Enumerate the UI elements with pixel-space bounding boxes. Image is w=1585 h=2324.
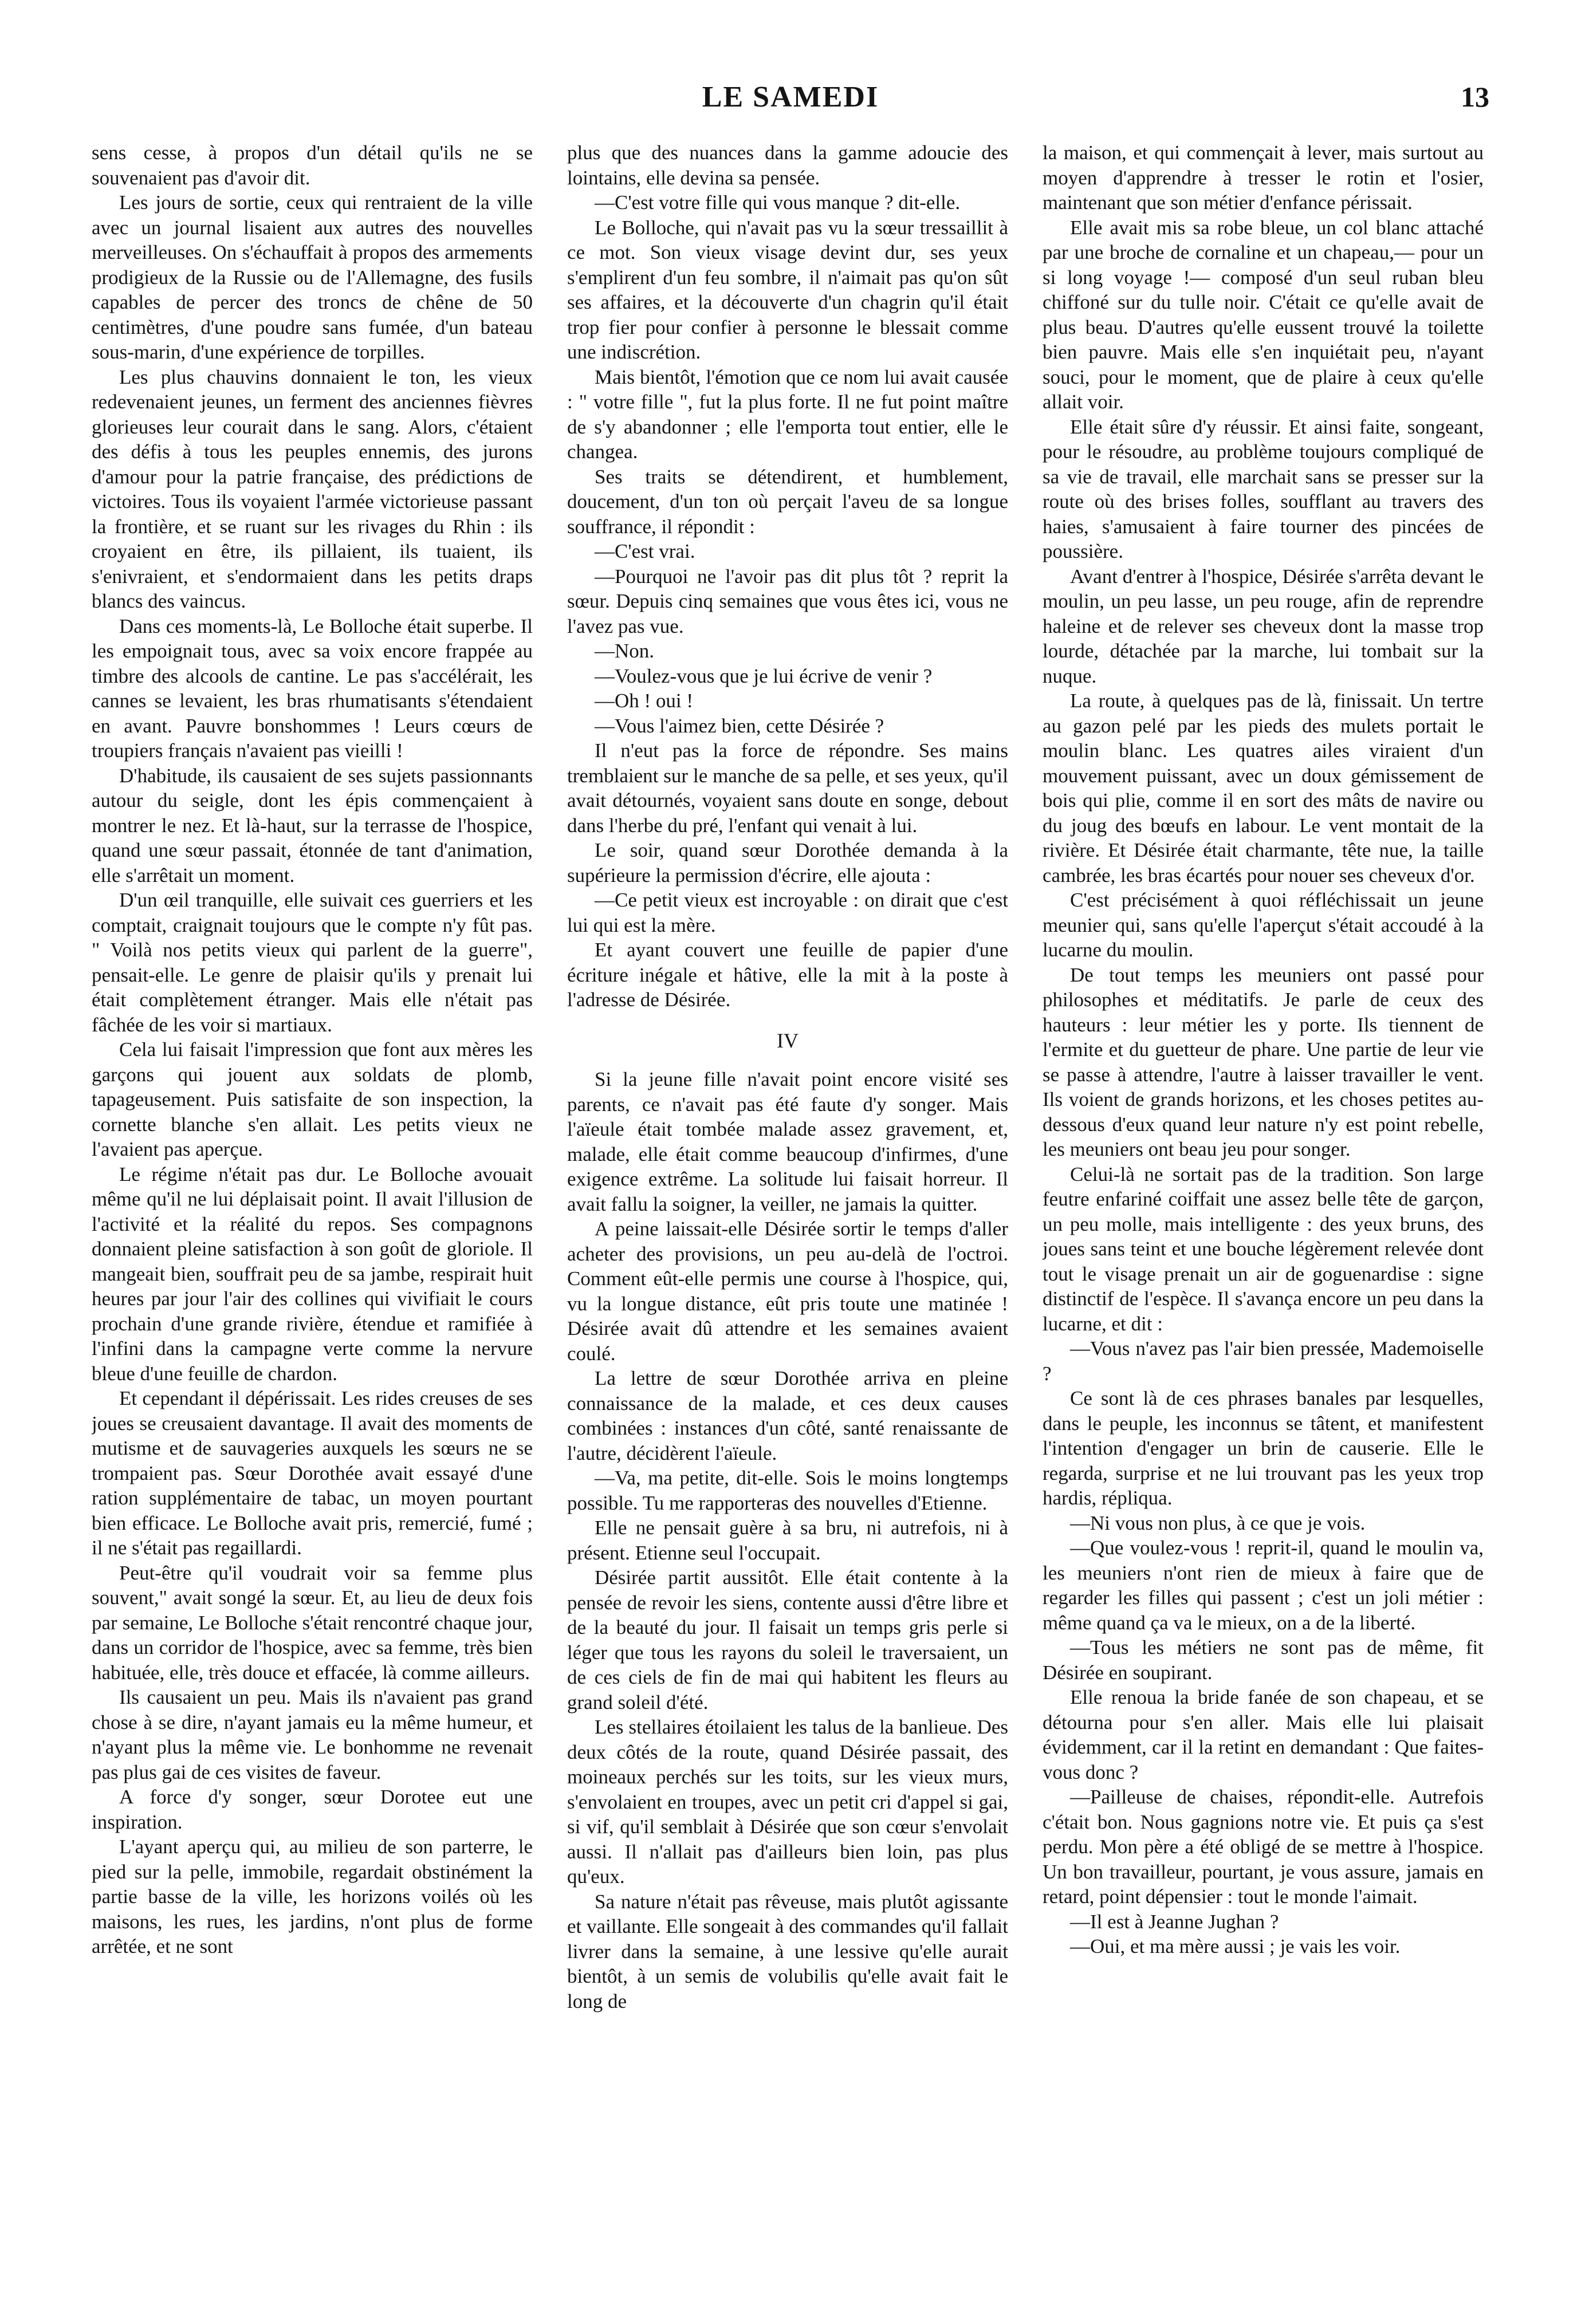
page-header <box>92 80 1489 120</box>
paragraph: A peine laissait-elle Désirée sortir le temps d'aller acheter des provisions, un peu au-delà de l'octroi. Comment eût-elle permis une course à l'hospice, qui, vu la longue distance, eût pris toute une matinée ! Désirée avait dû attendre et les semaines avaient coulé. <box>567 1218 1008 1365</box>
paragraph: Peut-être qu'il voudrait voir sa femme plus souvent," avait songé la sœur. Et, au lieu de deux fois par semaine, Le Bolloche s'était rencontré chaque jour, dans un corridor de l'hospice, avec sa femme, très bien habituée, elle, très douce et effacée, là comme ailleurs. <box>92 1561 533 1684</box>
paragraph: —Que voulez-vous ! reprit-il, quand le moulin va, les meuniers n'ont rien de mieux à faire que de regarder les filles qui passent ; c'est un joli métier : même quand ça va le mieux, on a de la liberté. <box>1043 1537 1484 1634</box>
paragraph: De tout temps les meuniers ont passé pour philosophes et méditatifs. Je parle de ceux des hauteurs : leur métier les y porte. Ils tiennent de l'ermite et du guetteur de phare. Une partie de leur vie se passe à attendre, l'autre à laisser travailler le vent. Ils voient de grands horizons, et les choses petites au-dessous d'eux quand leur nature n'y est point rebelle, les meuniers ont beau jeu pour songer. <box>1043 963 1484 1160</box>
paragraph: plus que des nuances dans la gamme adoucie des lointains, elle devina sa pensée. <box>567 141 1008 189</box>
paragraph: —Ni vous non plus, à ce que je vois. <box>1070 1511 1366 1534</box>
text-column-3 <box>1043 140 1484 2282</box>
paragraph: Elle était sûre d'y réussir. Et ainsi faite, songeant, pour le résoudre, au problème toujours compliqué de sa vie de travail, elle marchait sans se presser sur la route où des brises folles, soufflant au travers des haies, s'amusaient à faire tourner des pincées de poussière. <box>1043 415 1484 562</box>
paragraph: —Pourquoi ne l'avoir pas dit plus tôt ? reprit la sœur. Depuis cinq semaines que vous êtes ici, vous ne l'avez pas vue. <box>567 565 1008 637</box>
paragraph: L'ayant aperçu qui, au milieu de son parterre, le pied sur la pelle, immobile, regardait obstinément la partie basse de la ville, les horizons voilés où les maisons, les rues, les jardins, n'ont plus de forme arrêtée, et ne sont <box>92 1835 533 1957</box>
paragraph: Elle ne pensait guère à sa bru, ni autrefois, ni à présent. Etienne seul l'occupait. <box>567 1516 1008 1564</box>
paragraph: Les jours de sortie, ceux qui rentraient de la ville avec un journal lisaient aux autres des nouvelles merveilleuses. On s'échauffait à propos des armements prodigieux de la Russie ou de l'Allemagne, des fusils capables de percer des troncs de chêne de 50 centimètres, d'une poudre sans fumée, d'un bateau sous-marin, d'une expérience de torpilles. <box>92 191 533 363</box>
paragraph: Et cependant il dépérissait. Les rides creuses de ses joues se creusaient davantage. Il avait des moments de mutisme et de sauvageries auxquels les sœurs ne se trompaient pas. Sœur Dorothée avait essayé d'une ration supplémentaire de tabac, un moyen pourtant bien efficace. Le Bolloche avait pris, remercié, fumé ; il ne s'était pas regaillardi. <box>92 1387 533 1559</box>
paragraph: —C'est votre fille qui vous manque ? dit-elle. <box>595 191 961 214</box>
paragraph: D'un œil tranquille, elle suivait ces guerriers et les comptait, craignait toujours que le compte n'y fût pas. " Voilà nos petits vieux qui parlent de la guerre", pensait-elle. Le genre de plaisir qu'ils y prenait lui était complètement étranger. Mais elle n'était pas fâchée de les voir si martiaux. <box>92 889 533 1036</box>
paragraph: D'habitude, ils causaient de ses sujets passionnants autour du seigle, dont les épis commençaient à montrer le nez. Et là-haut, sur la terrasse de l'hospice, quand une sœur passait, étonnée de tant d'animation, elle s'arrêtait un moment. <box>92 764 533 887</box>
paragraph: Le soir, quand sœur Dorothée demanda à la supérieure la permission d'écrire, elle ajouta : <box>567 839 1008 887</box>
paragraph: —C'est vrai. <box>595 540 695 562</box>
paragraph: Cela lui faisait l'impression que font aux mères les garçons qui jouent aux soldats de plomb, tapageusement. Puis satisfaite de son inspection, la cornette blanche s'en allait. Les petits vieux ne l'avaient pas aperçue. <box>92 1038 533 1160</box>
paragraph: Le régime n'était pas dur. Le Bolloche avouait même qu'il ne lui déplaisait point. Il avait l'illusion de l'activité et la réalité du repos. Ses compagnons donnaient pleine satisfaction à son goût de gloriole. Il mangeait bien, souffrait peu de sa jambe, respirait huit heures par jour l'air des collines qui vivifiait le cours prochain d'une grande rivière, étendue et ramifiée à l'infini dans la campagne verte comme la nervure bleue d'une feuille de chardon. <box>92 1163 533 1385</box>
text-column-1 <box>92 140 533 2282</box>
paragraph: Désirée partit aussitôt. Elle était contente à la pensée de revoir les siens, contente aussi d'être libre et de la beauté du jour. Il faisait un temps gris perle si léger que tous les rayons du soleil le traversaient, un de ces ciels de fin de mai qui habitent les fleurs au grand soleil d'été. <box>567 1566 1008 1714</box>
paragraph: Sa nature n'était pas rêveuse, mais plutôt agissante et vaillante. Elle songeait à des commandes qu'il fallait livrer dans la semaine, à une lessive qu'elle aurait bientôt, à un semis de volubilis qu'elle avait fait le long de <box>567 1890 1008 2012</box>
paragraph: Ses traits se détendirent, et humblement, doucement, d'un ton où perçait l'aveu de sa longue souffrance, il répondit : <box>567 465 1008 538</box>
paragraph: Ils causaient un peu. Mais ils n'avaient pas grand chose à se dire, n'ayant jamais eu la même humeur, et n'ayant plus la même vie. Le bonhomme ne revenait pas plus gai de ces visites de faveur. <box>92 1686 533 1783</box>
paragraph: Le Bolloche, qui n'avait pas vu la sœur tressaillit à ce mot. Son vieux visage devint dur, ses yeux s'emplirent d'un feu sombre, il n'aimait pas qu'on sût ses affaires, et la découverte d'un chagrin qu'il était trop fier pour confier à personne le blessait comme une indiscrétion. <box>567 216 1008 363</box>
paragraph: Et ayant couvert une feuille de papier d'une écriture inégale et hâtive, elle la mit à la poste à l'adresse de Désirée. <box>567 939 1008 1011</box>
paragraph: sens cesse, à propos d'un détail qu'ils ne se souvenaient pas d'avoir dit. <box>92 141 533 189</box>
paragraph: la maison, et qui commençait à lever, mais surtout au moyen d'apprendre à tresser le rotin et l'osier, maintenant que son métier d'enfance périssait. <box>1043 141 1484 214</box>
paragraph: Avant d'entrer à l'hospice, Désirée s'arrêta devant le moulin, un peu lasse, un peu rouge, afin de reprendre haleine et de relever ses cheveux dont la masse trop lourde, détachée par la marche, lui tombait sur la nuque. <box>1043 565 1484 687</box>
paragraph: —Oh ! oui ! <box>595 690 694 712</box>
paragraph: —Vous n'avez pas l'air bien pressée, Mademoiselle ? <box>1043 1337 1484 1385</box>
paragraph: Ce sont là de ces phrases banales par lesquelles, dans le peuple, les inconnus se tâtent, et manifestent l'intention d'engager un brin de causerie. Elle le regarda, surprise et ne lui trouvant pas les yeux trop hardis, répliqua. <box>1043 1387 1484 1509</box>
paragraph: —Non. <box>595 640 655 662</box>
paragraph: —Ce petit vieux est incroyable : on dirait que c'est lui qui est la mère. <box>567 889 1008 936</box>
paragraph: —Il est à Jeanne Jughan ? <box>1070 1910 1279 1933</box>
paragraph: Mais bientôt, l'émotion que ce nom lui avait causée : " votre fille ", fut la plus forte. Il ne fut point maître de s'y abandonner ; elle l'emporta tout entier, elle le changea. <box>567 365 1008 463</box>
paragraph: —Vous l'aimez bien, cette Désirée ? <box>595 714 884 737</box>
paragraph: Si la jeune fille n'avait point encore visité ses parents, ce n'avait pas été faute d'y songer. Mais l'aïeule était tombée malade assez gravement, et, malade, elle était comme beaucoup d'infirmes, d'une exigence extrême. La solitude lui faisait horreur. Il avait fallu la soigner, la veiller, ne jamais la quitter. <box>567 1068 1008 1215</box>
chapter-heading: IV <box>777 1029 799 1052</box>
page-number: 13 <box>1461 81 1489 113</box>
paragraph: A force d'y songer, sœur Dorotee eut une inspiration. <box>92 1786 533 1833</box>
paragraph: La route, à quelques pas de là, finissait. Un tertre au gazon pelé par les pieds des mulets portait le moulin blanc. Les quatres ailes viraient d'un mouvement puissant, avec un doux gémissement de bois qui plie, comme il en sort des mâts de navire ou du joug des bœufs en labour. Le vent montait de la rivière. Et Désirée était charmante, tête nue, la taille cambrée, les bras écartés pour nouer ses cheveux d'or. <box>1043 690 1484 887</box>
paragraph: La lettre de sœur Dorothée arriva en pleine connaissance de la malade, et ces deux causes combinées : instances d'un côté, santé renaissante de l'autre, décidèrent l'aïeule. <box>567 1367 1008 1464</box>
journal-title: LE SAMEDI <box>702 81 879 113</box>
paragraph: —Tous les métiers ne sont pas de même, fit Désirée en soupirant. <box>1043 1636 1484 1684</box>
paragraph: Elle avait mis sa robe bleue, un col blanc attaché par une broche de cornaline et un chapeau,— pour un si long voyage !— composé d'un seul ruban bleu chiffoné sur du tulle noir. C'était ce qu'elle avait de plus beau. D'autres qu'elle eussent trouvé la toilette bien pauvre. Mais elle s'en inquiétait peu, n'ayant souci, pour le moment, que de plaire à ceux qu'elle allait voir. <box>1043 216 1484 413</box>
text-column-2 <box>567 140 1008 2282</box>
paragraph: Celui-là ne sortait pas de la tradition. Son large feutre enfariné coiffait une assez belle tête de garçon, un peu molle, mais intelligente : des yeux bruns, des joues sans teint et une bouche légèrement relevée dont tout le visage prenait un air de goguenardise : signe distinctif de l'espèce. Il s'avança encore un peu dans la lucarne, et dit : <box>1043 1163 1484 1335</box>
paragraph: Elle renoua la bride fanée de son chapeau, et se détourna pour s'en aller. Mais elle lui plaisait évidemment, car il la retint en demandant : Que faites-vous donc ? <box>1043 1686 1484 1783</box>
paragraph: Les stellaires étoilaient les talus de la banlieue. Des deux côtés de la route, quand Désirée passait, des moineaux perchés sur les toits, sur les vieux murs, s'envolaient en troupes, avec un petit cri d'appel si gai, si vif, qu'il semblait à Désirée que son cœur s'envolait aussi. Il n'allait pas d'ailleurs bien loin, pas plus qu'eux. <box>567 1716 1008 1888</box>
paragraph: —Oui, et ma mère aussi ; je vais les voir. <box>1070 1935 1401 1957</box>
paragraph: —Pailleuse de chaises, répondit-elle. Autrefois c'était bon. Nous gagnions notre vie. Et puis ça s'est perdu. Mon père a été obligé de se mettre à l'hospice. Un bon travailleur, pourtant, je vous assure, jamais en retard, point dépensier : tout le monde l'aimait. <box>1043 1786 1484 1908</box>
paragraph: C'est précisément à quoi réfléchissait un jeune meunier qui, sans qu'elle l'aperçut s'était accoudé à la lucarne du moulin. <box>1043 889 1484 961</box>
paragraph: —Va, ma petite, dit-elle. Sois le moins longtemps possible. Tu me rapporteras des nouvelles d'Etienne. <box>567 1467 1008 1514</box>
paragraph: Dans ces moments-là, Le Bolloche était superbe. Il les empoignait tous, avec sa voix encore frappée au timbre des alcools de cantine. Le pas s'accélérait, les cannes se levaient, les bras rhumatisants s'étendaient en avant. Pauvre bonshommes ! Leurs cœurs de troupiers français n'avaient pas vieilli ! <box>92 615 533 762</box>
paragraph: Il n'eut pas la force de répondre. Ses mains tremblaient sur le manche de sa pelle, et ses yeux, qu'il avait détournés, voyaient sans doute en songe, debout dans l'herbe du pré, l'enfant qui venait à lui. <box>567 739 1008 837</box>
paragraph: Les plus chauvins donnaient le ton, les vieux redevenaient jeunes, un ferment des anciennes fièvres glorieuses leur courait dans le sang. Alors, c'étaient des défis à tous les peuples ennemis, des jurons d'amour pour la patrie française, des prédictions de victoires. Tous ils voyaient l'armée victorieuse passant la frontière, et se ruant sur les rivages du Rhin : ils croyaient en être, ils pillaient, ils tuaient, ils s'enivraient, et s'endormaient dans les petits draps blancs des vaincus. <box>92 365 533 612</box>
paragraph: —Voulez-vous que je lui écrive de venir ? <box>595 664 933 687</box>
